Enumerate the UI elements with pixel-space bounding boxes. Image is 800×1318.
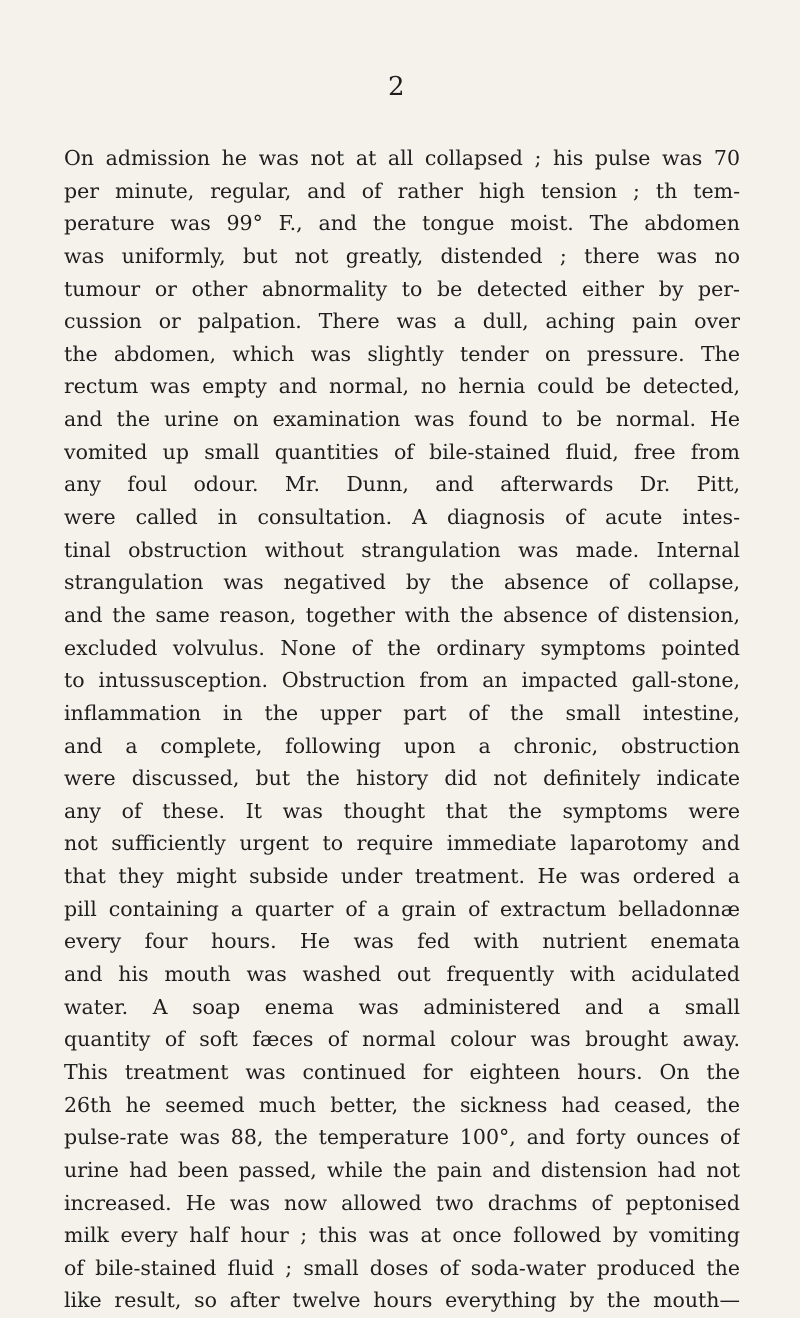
- text-line: every four hours. He was fed with nutrient enemata: [64, 929, 740, 954]
- text-line: milk every half hour ; this was at once followed by vomiting: [64, 1223, 740, 1248]
- text-line: perature was 99° F., and the tongue moist. The abdomen: [64, 211, 740, 236]
- text-line: and a complete, following upon a chronic, obstruction: [64, 733, 740, 758]
- text-line: to intussusception. Obstruction from an impacted gall-stone,: [64, 668, 740, 693]
- text-line: tinal obstruction without strangulation was made. Internal: [64, 537, 740, 562]
- text-line: and the urine on examination was found to be normal. He: [64, 407, 740, 432]
- text-line: was uniformly, but not greatly, distended ; there was no: [64, 243, 740, 268]
- text-line: of bile-stained fluid ; small doses of soda-water produced the: [64, 1255, 740, 1280]
- text-line: and his mouth was washed out frequently with acidulated: [64, 962, 740, 987]
- text-line: inflammation in the upper part of the small intestine,: [64, 700, 740, 725]
- text-line: increased. He was now allowed two drachms of peptonised: [64, 1190, 740, 1215]
- text-line: pill containing a quarter of a grain of extractum belladonnæ: [64, 896, 740, 921]
- text-line: were discussed, but the history did not definitely indicate: [64, 766, 740, 791]
- text-line: rectum was empty and normal, no hernia could be detected,: [64, 374, 740, 399]
- text-line: like result, so after twelve hours everything by the mouth—: [64, 1288, 740, 1313]
- text-line: that they might subside under treatment. He was ordered a: [64, 864, 740, 889]
- text-line: urine had been passed, while the pain and distension had not: [64, 1157, 740, 1182]
- text-line: pulse-rate was 88, the temperature 100°, and forty ounces of: [64, 1125, 740, 1150]
- text-line: any foul odour. Mr. Dunn, and afterwards Dr. Pitt,: [64, 472, 740, 497]
- text-line: This treatment was continued for eighteen hours. On the: [64, 1059, 740, 1084]
- text-line: quantity of soft fæces of normal colour was brought away.: [64, 1027, 740, 1052]
- text-line: cussion or palpation. There was a dull, aching pain over: [64, 309, 740, 334]
- text-line: On admission he was not at all collapsed ; his pulse was 70: [64, 146, 740, 170]
- body-text: [64, 142, 740, 1317]
- text-line: the abdomen, which was slightly tender on pressure. The: [64, 341, 740, 366]
- text-line: vomited up small quantities of bile-stained fluid, free from: [64, 439, 740, 464]
- text-line: and the same reason, together with the absence of distension,: [64, 602, 740, 627]
- text-line: excluded volvulus. None of the ordinary symptoms pointed: [64, 635, 740, 660]
- text-line: tumour or other abnormality to be detected either by per-: [64, 276, 740, 301]
- page-number: 2: [388, 72, 405, 102]
- text-line: water. A soap enema was administered and a small: [64, 994, 740, 1019]
- text-line: per minute, regular, and of rather high tension ; th tem-: [64, 178, 740, 203]
- text-line: any of these. It was thought that the symptoms were: [64, 798, 740, 823]
- text-line: strangulation was negatived by the absence of collapse,: [64, 570, 740, 595]
- text-line: were called in consultation. A diagnosis of acute intes-: [64, 505, 740, 530]
- text-line: 26th he seemed much better, the sickness had ceased, the: [64, 1092, 740, 1117]
- text-line: not sufficiently urgent to require immediate laparotomy and: [64, 831, 740, 856]
